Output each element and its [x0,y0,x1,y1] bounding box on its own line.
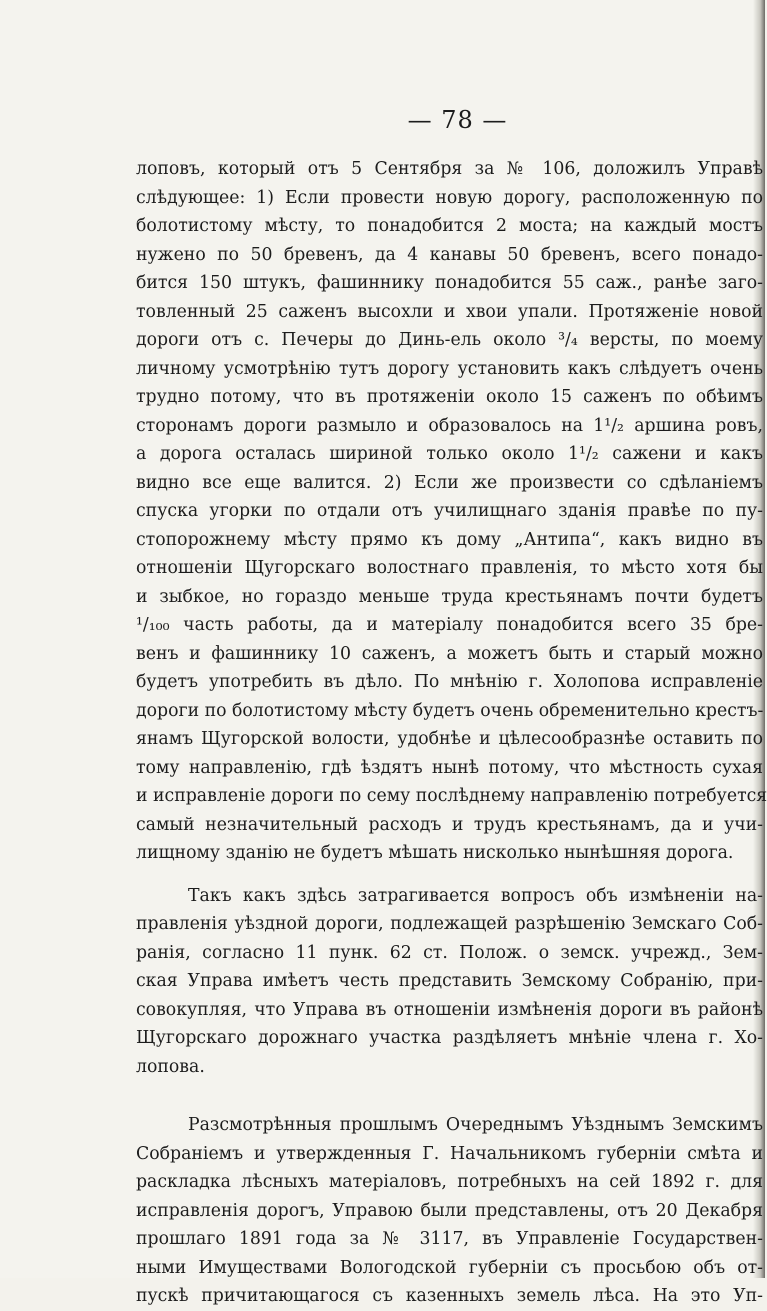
text-line: видно все еще валится. 2) Если же произвести со сдѣланіемъ [136,472,763,493]
text-line: стопорожнему мѣсту прямо къ дому „Антипа“, какъ видно въ [136,529,763,550]
text-line: прошлаго 1891 года за № 3117, въ Управленіе Государствен- [136,1229,763,1249]
text-line: Щугорскаго дорожнаго участка раздѣляетъ мнѣніе члена г. Хо- [136,1028,763,1048]
text-line: товленный 25 саженъ высохли и хвои упали. Протяженіе новой [136,301,763,322]
text-line: дороги отъ с. Печеры до Динь-ель около ³/₄ версты, по моему [136,330,763,350]
text-line: Такъ какъ здѣсь затрагивается вопросъ объ измѣненіи на- [188,885,763,906]
paragraph-spacer [136,868,763,882]
text-line: нужено по 50 бревенъ, да 4 канавы 50 бревенъ, всего понадо- [136,244,763,265]
text-line: самый незначительный расходъ и трудъ крестьянамъ, да и учи- [136,814,763,835]
paragraph-1 [136,155,767,868]
text-line: ранія, согласно 11 пунк. 62 ст. Полож. о земск. учрежд., Зем- [136,942,763,963]
text-line: ¹/₁₀₀ часть работы, да и матеріалу понадобится всего 35 бре- [136,615,763,635]
paragraph-3 [136,1111,763,1311]
text-line: Разсмотрѣнныя прошлымъ Очереднымъ Уѣзднымъ Земскимъ [188,1115,763,1135]
text-line: а дорога осталась шириной только около 1¹/₂ сажени и какъ [136,444,763,464]
text-line: отношеніи Щугорскаго волостнаго правленія, то мѣсто хотя бы [136,558,763,578]
text-line: трудно потому, что въ протяженіи около 15 саженъ по обѣимъ [136,387,763,407]
text-line: бится 150 штукъ, фашиннику понадобится 55 саж., ранѣе заго- [136,273,763,293]
text-line: ская Управа имѣетъ честь представить Земскому Собранію, при- [136,971,763,991]
page-number: — 78 — [407,106,508,134]
text-line: ными Имуществами Вологодской губерніи съ просьбою объ от- [136,1257,763,1278]
text-line: слѣдующее: 1) Если провести новую дорогу, расположенную по [136,187,763,208]
text-line: венъ и фашиннику 10 саженъ, а можетъ быть и старый можно [136,643,763,664]
text-line: правленія уѣздной дороги, подлежащей разрѣшенію Земскаго Соб- [136,914,763,934]
text-line: лоповъ, который отъ 5 Сентября за № 106, доложилъ Управѣ [136,159,763,179]
paragraph-spacer [136,1081,763,1111]
text-line: раскладка лѣсныхъ матеріаловъ, потребныхъ на сей 1892 г. для [136,1172,763,1192]
text-line: лищному зданію не будетъ мѣшать нисколько нынѣшняя дорога. [136,843,734,863]
text-line: болотистому мѣсту, то понадобится 2 моста; на каждый мостъ [136,216,763,236]
text-line: тому направленію, гдѣ ѣздятъ нынѣ потому, что мѣстность сухая [136,757,763,778]
text-line: лопова. [136,1056,205,1077]
text-line: дороги по болотистому мѣсту будетъ очень обременительно крестъ- [136,700,764,721]
text-line: Собраніемъ и утвержденныя Г. Начальникомъ губерніи смѣта и [136,1143,763,1164]
text-line: сторонамъ дороги размыло и образовалось на 1¹/₂ аршина ровъ, [136,415,763,436]
text-line: и зыбкое, но гораздо меньше труда крестьянамъ почти будетъ [136,586,763,607]
text-line: личному усмотрѣнію тутъ дорогу установить какъ слѣдуетъ очень [136,358,763,379]
text-line: исправленія дорогъ, Управою были представлены, отъ 20 Декабря [136,1200,763,1221]
paragraph-2 [136,882,763,1082]
text-line: и исправленіе дороги по сему послѣднему направленію потребуется [136,786,767,806]
text-line: янамъ Щугорской волости, удобнѣе и цѣлесообразнѣе оставить по [136,729,763,749]
text-line: спуска угорки по отдали отъ училищнаго зданія правѣе по пу- [136,501,763,521]
text-line: совокупляя, что Управа въ отношеніи измѣненія дороги въ районѣ [136,999,763,1020]
text-line: будетъ употребить въ дѣло. По мнѣнію г. Холопова исправленіе [136,672,763,692]
text-line: пускѣ причитающагося съ казенныхъ земель лѣса. На это Уп- [136,1286,763,1306]
document-body [136,155,767,1311]
